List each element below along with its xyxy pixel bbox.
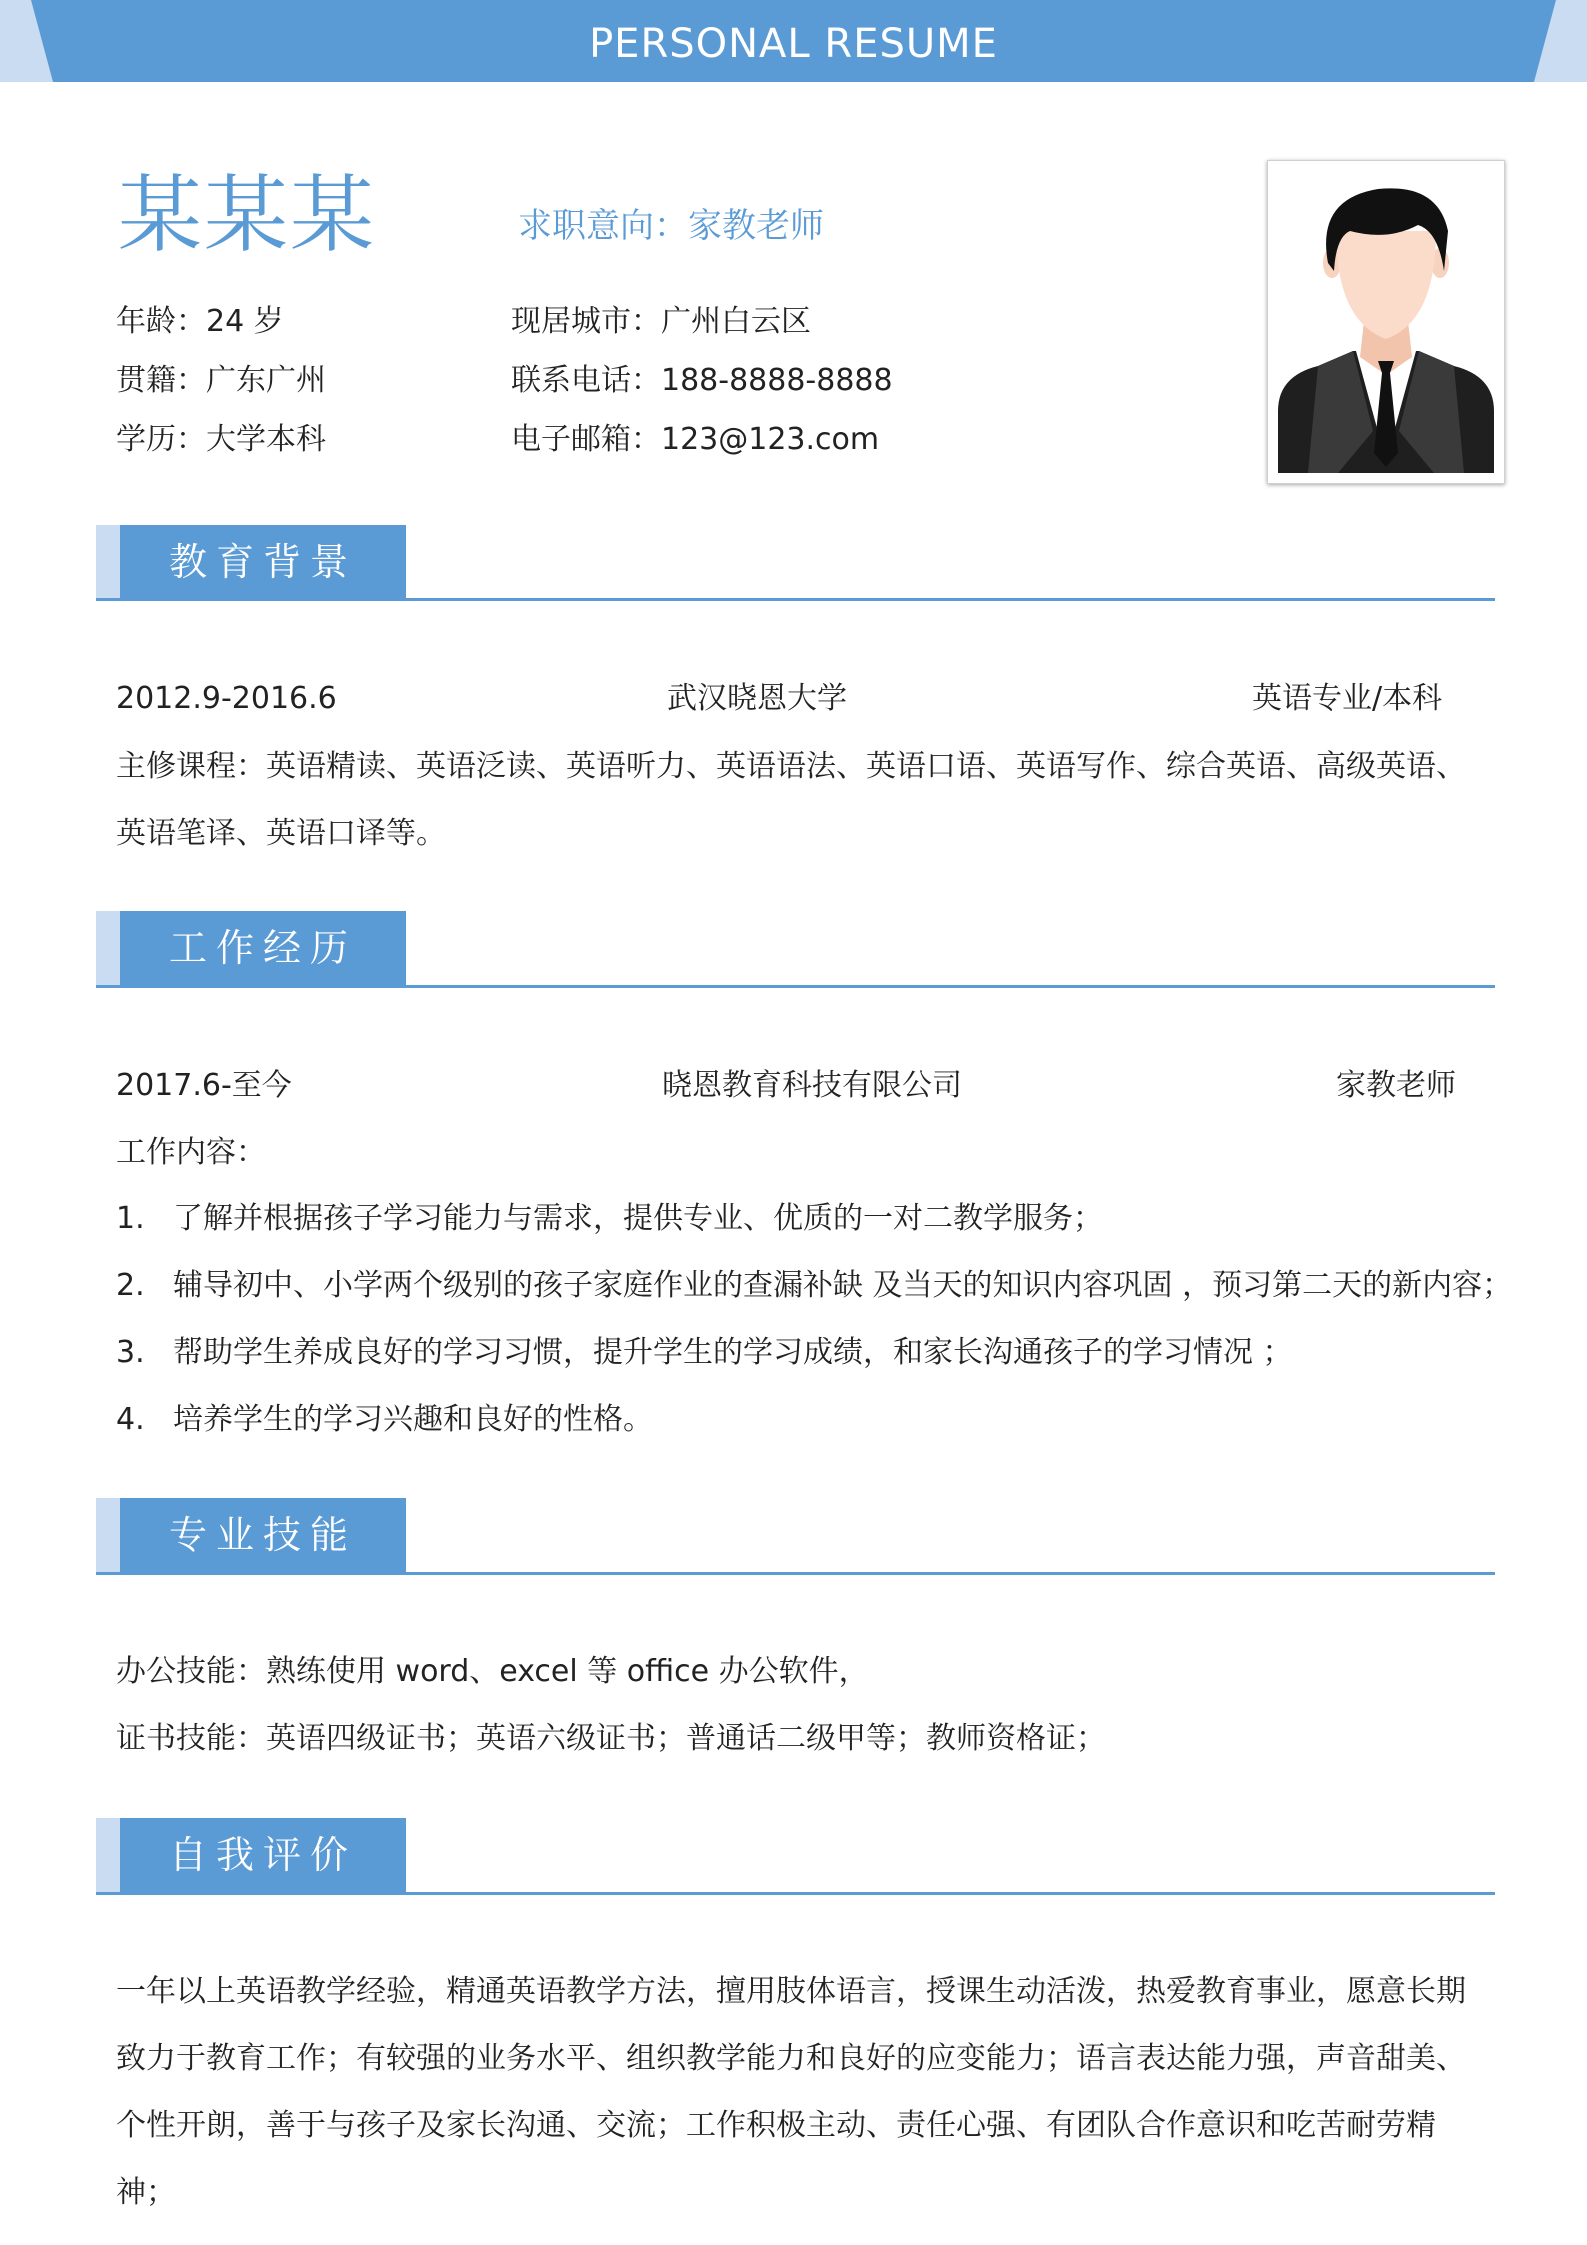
section-accent [96,911,120,985]
section-divider [96,598,1495,601]
list-item-number: 2. [116,1268,145,1303]
age: 年龄：24 岁 [116,304,284,339]
section-title: 自我评价 [168,1833,357,1877]
section-accent [96,1818,120,1892]
section-divider [96,1892,1495,1895]
list-item-number: 3. [116,1335,145,1370]
education-courses: 主修课程：英语精读、英语泛读、英语听力、英语语法、英语口语、英语写作、综合英语、高级英语、英语笔译、英语口译等。 [116,749,1466,851]
list-item: 帮助学生养成良好的学习习惯，提升学生的学习成绩，和家长沟通孩子的学习情况 ； [173,1335,1293,1370]
section-title: 教育背景 [168,540,357,584]
education-school: 武汉晓恩大学 [667,681,847,716]
list-item: 辅导初中、小学两个级别的孩子家庭作业的查漏补缺 及当天的知识内容巩固 ，预习第二天的新内容； [173,1268,1513,1303]
list-item-number: 4. [116,1402,145,1437]
section-header-skills [120,1498,406,1572]
section-accent [96,1498,120,1572]
header-title: PERSONAL RESUME [589,21,998,67]
self-evaluation-text: 一年以上英语教学经验，精通英语教学方法，擅用肢体语言，授课生动活泼，热爱教育事业，愿意长期致力于教育工作；有较强的业务水平、组织教学能力和良好的应变能力；语言表达能力强，声音甜美、个性开朗，善于与孩子及家长沟通、交流；工作积极主动、责任心强、有团队合作意识和吃苦耐劳精神； [116,1974,1466,2210]
education-major: 英语专业/本科 [1252,681,1443,716]
list-item-number: 1. [116,1201,145,1236]
office-skills: 办公技能：熟练使用 word、excel 等 office 办公软件， [116,1654,869,1689]
work-role: 家教老师 [1336,1068,1456,1103]
certificate-skills: 证书技能：英语四级证书；英语六级证书；普通话二级甲等；教师资格证； [116,1721,1106,1756]
section-header-education [120,525,406,599]
section-title: 专业技能 [168,1513,357,1557]
candidate-name: 某某某 [118,166,377,264]
section-title: 工作经历 [168,926,357,970]
work-content-label: 工作内容： [116,1135,266,1170]
section-accent [96,525,120,599]
list-item: 培养学生的学习兴趣和良好的性格。 [173,1402,653,1437]
education-period: 2012.9-2016.6 [116,681,337,716]
list-item: 了解并根据孩子学习能力与需求，提供专业、优质的一对二教学服务； [173,1201,1103,1236]
phone: 联系电话：188-8888-8888 [511,363,893,398]
hometown: 贯籍：广东广州 [116,363,326,398]
education-level: 学历：大学本科 [116,422,326,457]
section-header-self-evaluation [120,1818,406,1892]
person-avatar-icon [1278,171,1494,473]
current-city: 现居城市：广州白云区 [511,304,811,339]
section-header-work [120,911,406,985]
email: 电子邮箱：123@123.com [511,422,880,457]
avatar [1278,171,1494,473]
work-company: 晓恩教育科技有限公司 [662,1068,962,1103]
job-intent: 求职意向：家教老师 [518,206,824,246]
section-divider [96,985,1495,988]
work-period: 2017.6-至今 [116,1068,292,1103]
section-divider [96,1572,1495,1575]
profile-photo [1267,160,1505,484]
